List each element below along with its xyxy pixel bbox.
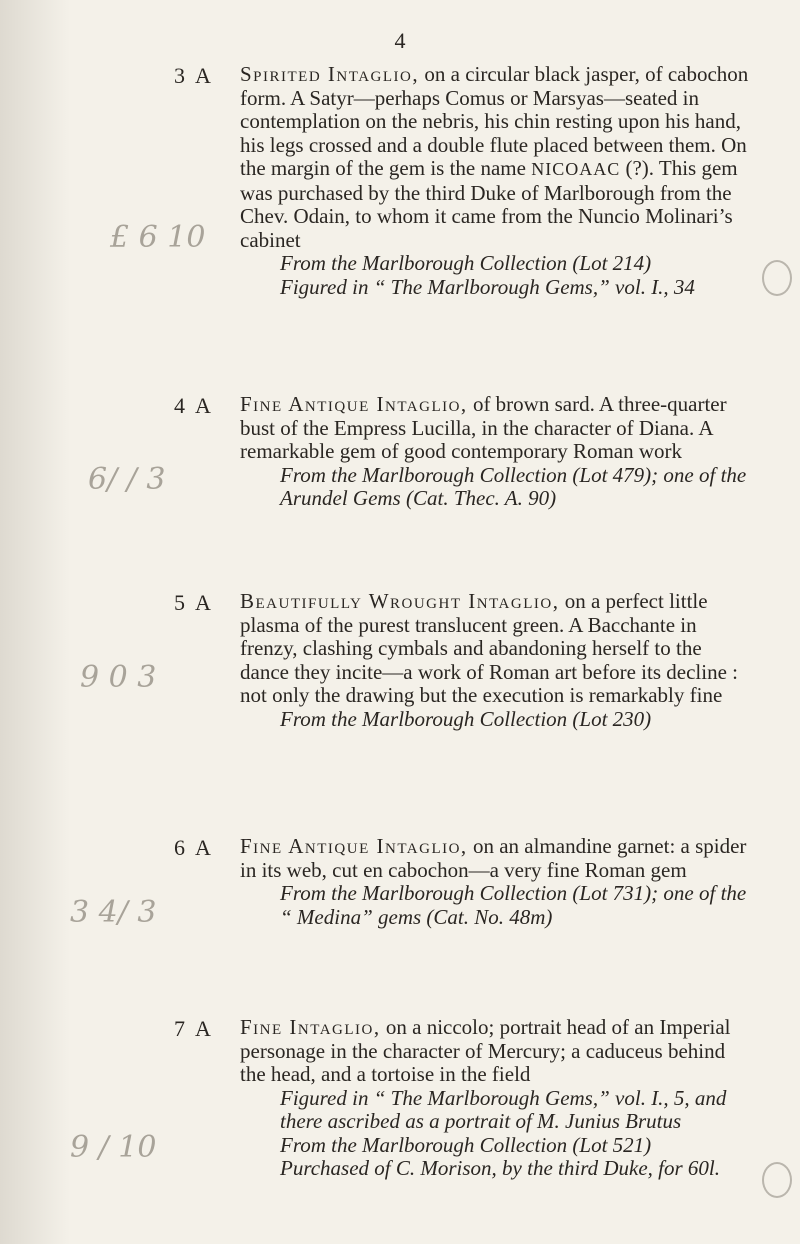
lot-source: Purchased of C. Morison, by the third Duke, for 60l. (280, 1156, 720, 1180)
lot-source: From the Marlborough Collection (Lot 479); one of the Arundel Gems (Cat. Thec. A. 90) (280, 462, 747, 510)
lot-letter: A (195, 835, 212, 860)
lot-text: of brown sard. A three-quarter bust of the Empress Lucilla, in the character of Diana. A remarkable gem of good contemporary Roman work (240, 392, 727, 463)
lot-description (240, 63, 750, 252)
lot-text: on a perfect little plasma of the purest translucent green. A Bacchante in frenzy, clashing cymbals and abandoning herself to the dance they incite—a work of Roman art before its decline : not only the drawing but the execution is remarkably fine (240, 589, 738, 707)
lot-number: 7 (174, 1016, 185, 1041)
lot-number: 3 (174, 63, 185, 88)
lot-source: From the Marlborough Collection (Lot 214) (280, 251, 652, 275)
lot-title: Fine Intaglio, (240, 1015, 381, 1039)
lot-body (240, 1016, 750, 1181)
lot-number: 4 (174, 393, 185, 418)
lot-body (240, 63, 750, 299)
lot-letter: A (195, 1016, 212, 1041)
handwritten-price-lot-4: 6/ / 3 (88, 462, 166, 497)
lot-body (240, 590, 750, 731)
lot-title: Beautifully Wrought Intaglio, (240, 589, 560, 613)
lot-description (240, 590, 750, 708)
lot-text: on an almandine garnet: a spider in its web, cut en cabochon—a very fine Roman gem (240, 834, 747, 882)
lot-title: Fine Antique Intaglio, (240, 392, 468, 416)
lot-number: 5 (174, 590, 185, 615)
lot-letter: A (195, 393, 212, 418)
lot-description (240, 1016, 750, 1087)
lot-text: on a circular black jasper, of cabochon form. A Satyr—perhaps Comus or Marsyas—seated in contemplation on the nebris, his chin resting upon his hand, his legs crossed and a double flute placed between them. On the margin of the gem is the name (240, 62, 749, 180)
lot-title: Fine Antique Intaglio, (240, 834, 468, 858)
lot-number: 6 (174, 835, 185, 860)
lot-source: Figured in “ The Marlborough Gems,” vol. I., 5, and there ascribed as a portrait of M. Junius Brutus (280, 1085, 727, 1133)
lot-text-continued: (?). This gem was purchased by the third Duke of Marlborough from the Chev. Odain, to whom it came from the Nuncio Molinari’s cabinet (240, 156, 738, 252)
lot-body (240, 393, 750, 511)
page-edge-shadow (0, 0, 70, 1244)
handwritten-price-lot-7: 9 / 10 (70, 1130, 157, 1165)
lot-source: From the Marlborough Collection (Lot 230) (280, 706, 652, 731)
lot-description (240, 835, 750, 882)
handwritten-price-lot-5: 9 0 3 (80, 660, 157, 695)
lot-source: Figured in “ The Marlborough Gems,” vol. I., 34 (280, 274, 695, 299)
lot-letter: A (195, 590, 212, 615)
lot-letter: A (195, 63, 212, 88)
lot-description (240, 393, 750, 464)
margin-ink-mark (762, 260, 792, 296)
lot-text: on a niccolo; portrait head of an Imperial personage in the character of Mercury; a caduceus behind the head, and a tortoise in the field (240, 1015, 731, 1086)
lot-title: Spirited Intaglio, (240, 62, 420, 86)
handwritten-price-lot-3: £ 6 10 (110, 220, 206, 255)
margin-ink-mark (762, 1162, 792, 1198)
page-number: 4 (394, 28, 406, 53)
handwritten-price-lot-6: 3 4/ 3 (70, 895, 157, 930)
gem-inscription: NICOAAC (531, 159, 621, 179)
lot-body (240, 835, 750, 929)
lot-source: From the Marlborough Collection (Lot 731); one of the “ Medina” gems (Cat. No. 48m) (280, 881, 747, 929)
lot-source: From the Marlborough Collection (Lot 521) (280, 1132, 652, 1157)
